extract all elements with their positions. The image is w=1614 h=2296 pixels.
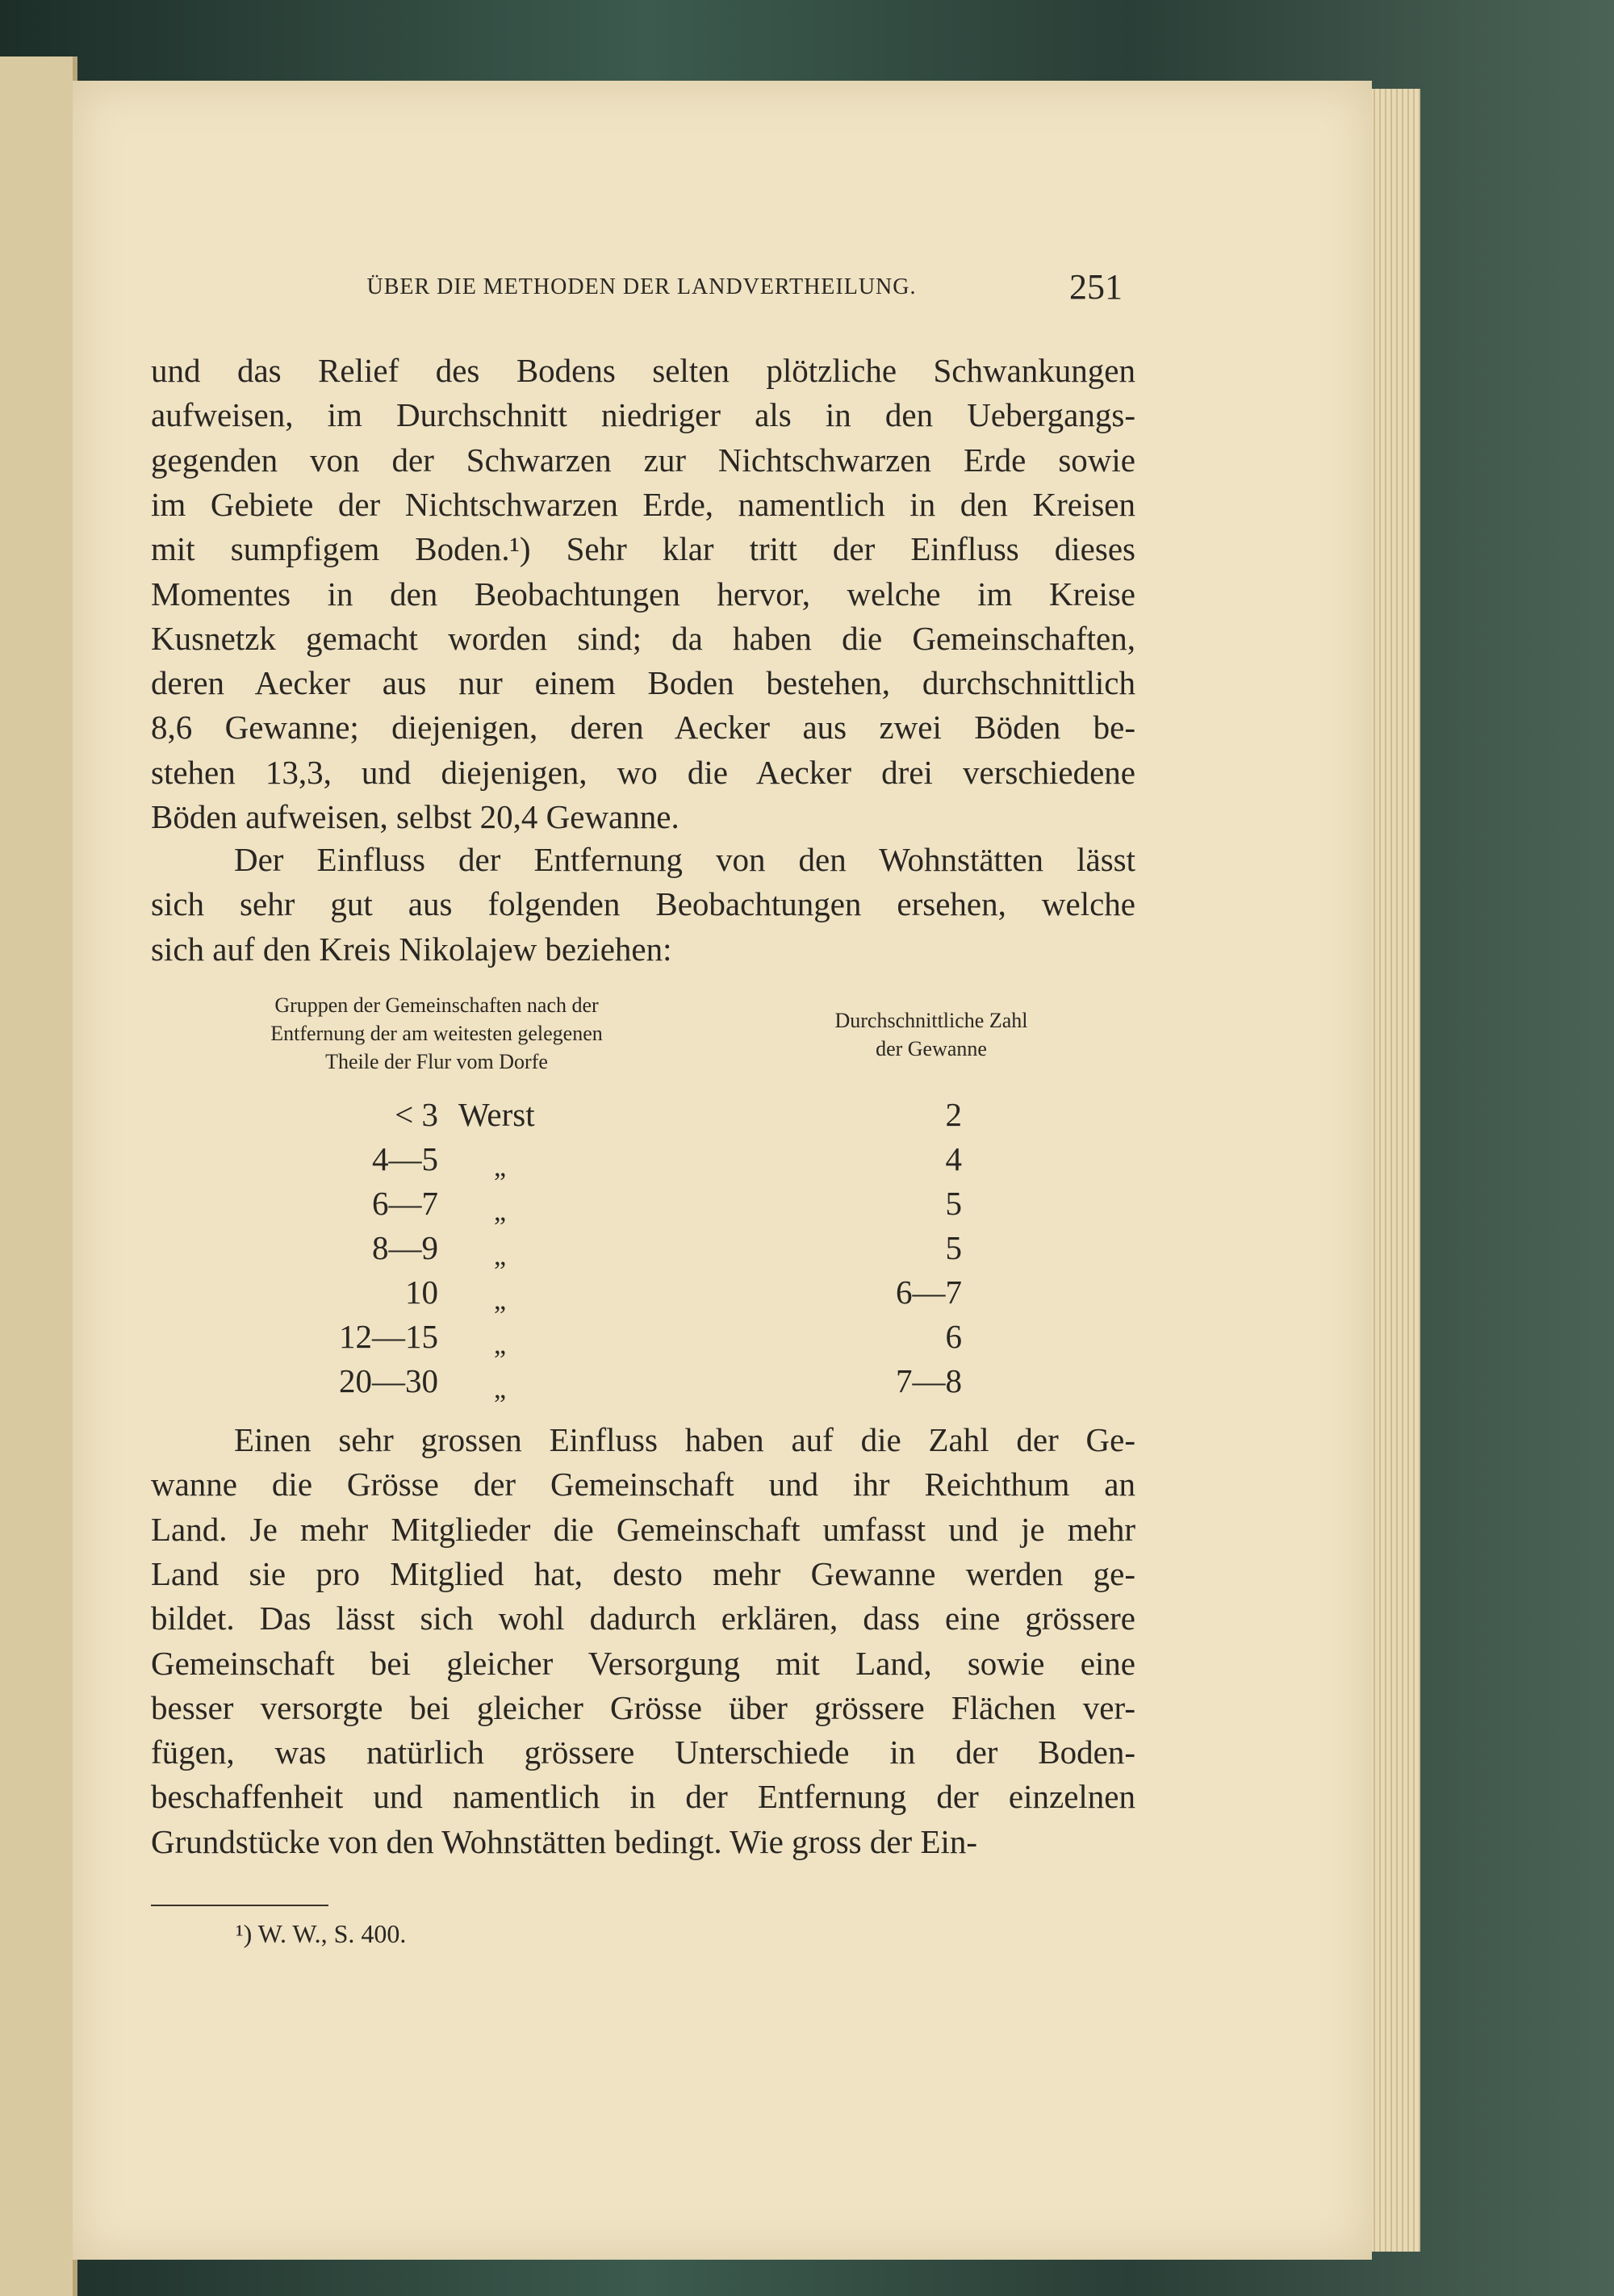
text-line: aufweisen, im Durchschnitt niedriger als in den Uebergangs- — [151, 396, 1135, 434]
text-line: wanne die Grösse der Gemeinschaft und ihr Reichthum an — [151, 1466, 1135, 1503]
distance-cell: 12—15 — [339, 1318, 438, 1355]
ditto-mark: „ — [494, 1152, 507, 1182]
text-line: Land. Je mehr Mitglieder die Gemeinschaft umfasst und je mehr — [151, 1510, 1135, 1548]
distance-cell: 6—7 — [372, 1185, 438, 1222]
text-line: gegenden von der Schwarzen zur Nichtschwarzen Erde sowie — [151, 441, 1135, 479]
ditto-mark: „ — [494, 1330, 507, 1360]
running-title: ÜBER DIE METHODEN DER LANDVERTHEILUNG. — [366, 274, 917, 299]
gewanne-cell: 2 — [945, 1096, 962, 1133]
ditto-mark: „ — [494, 1241, 507, 1271]
gewanne-cell: 5 — [945, 1185, 962, 1222]
gewanne-cell: 6—7 — [896, 1273, 962, 1311]
table-header-line: Theile der Flur vom Dorfe — [325, 1050, 548, 1073]
left-page-edge — [0, 56, 77, 2296]
table-header-line: Entfernung der am weitesten gelegenen — [270, 1022, 603, 1045]
text-line: besser versorgte bei gleicher Grösse über grössere Flächen ver- — [151, 1688, 1135, 1726]
text-line: Kusnetzk gemacht worden sind; da haben die Gemeinschaften, — [151, 619, 1135, 657]
table-header-line: der Gewanne — [876, 1037, 987, 1060]
distance-cell: 8—9 — [372, 1229, 438, 1266]
footnote: ¹) W. W., S. 400. — [236, 1919, 407, 1948]
text-line: und das Relief des Bodens selten plötzliche Schwankungen — [151, 352, 1135, 389]
distance-cell: 10 — [405, 1273, 438, 1311]
gewanne-cell: 6 — [945, 1318, 962, 1355]
text-line: stehen 13,3, und diejenigen, wo die Aecker drei verschiedene — [151, 753, 1135, 791]
text-line: sich auf den Kreis Nikolajew beziehen: — [151, 930, 672, 968]
distance-cell: 20—30 — [339, 1362, 438, 1399]
text-line: Einen sehr grossen Einfluss haben auf die Zahl der Ge- — [234, 1421, 1135, 1458]
page-number: 251 — [1069, 267, 1123, 307]
text-line: bildet. Das lässt sich wohl dadurch erklären, dass eine grössere — [151, 1600, 1135, 1637]
text-line: Land sie pro Mitglied hat, desto mehr Gewanne werden ge- — [151, 1554, 1135, 1592]
text-line: Böden aufweisen, selbst 20,4 Gewanne. — [151, 798, 679, 835]
ditto-mark: „ — [494, 1286, 507, 1315]
page-edges — [1364, 89, 1420, 2252]
text-line: beschaffenheit und namentlich in der Entfernung der einzelnen — [151, 1778, 1135, 1816]
text-line: mit sumpfigem Boden.¹) Sehr klar tritt der Einfluss dieses — [151, 530, 1135, 568]
text-line: Grundstücke von den Wohnstätten bedingt. Wie gross der Ein- — [151, 1822, 978, 1860]
table-header-line: Gruppen der Gemeinschaften nach der — [274, 993, 599, 1017]
table-header-right — [770, 1006, 1093, 1063]
text-line: Momentes in den Beobachtungen hervor, welche im Kreise — [151, 575, 1135, 613]
text-line: deren Aecker aus nur einem Boden bestehen, durchschnittlich — [151, 664, 1135, 702]
distance-cell: < 3 — [395, 1096, 438, 1133]
text-line: Gemeinschaft bei gleicher Versorgung mit Land, sowie eine — [151, 1644, 1135, 1682]
text-line: im Gebiete der Nichtschwarzen Erde, namentlich in den Kreisen — [151, 485, 1135, 523]
gewanne-cell: 7—8 — [896, 1362, 962, 1399]
table-header-left — [194, 991, 679, 1076]
text-line: 8,6 Gewanne; diejenigen, deren Aecker aus zwei Böden be- — [151, 709, 1135, 747]
ditto-mark: „ — [494, 1374, 507, 1404]
table-header-line: Durchschnittliche Zahl — [834, 1009, 1028, 1032]
unit-cell: Werst — [458, 1096, 535, 1133]
text-line: fügen, was natürlich grössere Unterschiede in der Boden- — [151, 1734, 1135, 1771]
text-line: Der Einfluss der Entfernung von den Wohnstätten lässt — [234, 841, 1135, 878]
text-line: sich sehr gut aus folgenden Beobachtungen ersehen, welche — [151, 885, 1135, 923]
distance-cell: 4—5 — [372, 1140, 438, 1177]
gewanne-cell: 4 — [945, 1140, 962, 1177]
gewanne-cell: 5 — [945, 1229, 962, 1266]
ditto-mark: „ — [494, 1197, 507, 1227]
footnote-rule — [151, 1905, 328, 1906]
